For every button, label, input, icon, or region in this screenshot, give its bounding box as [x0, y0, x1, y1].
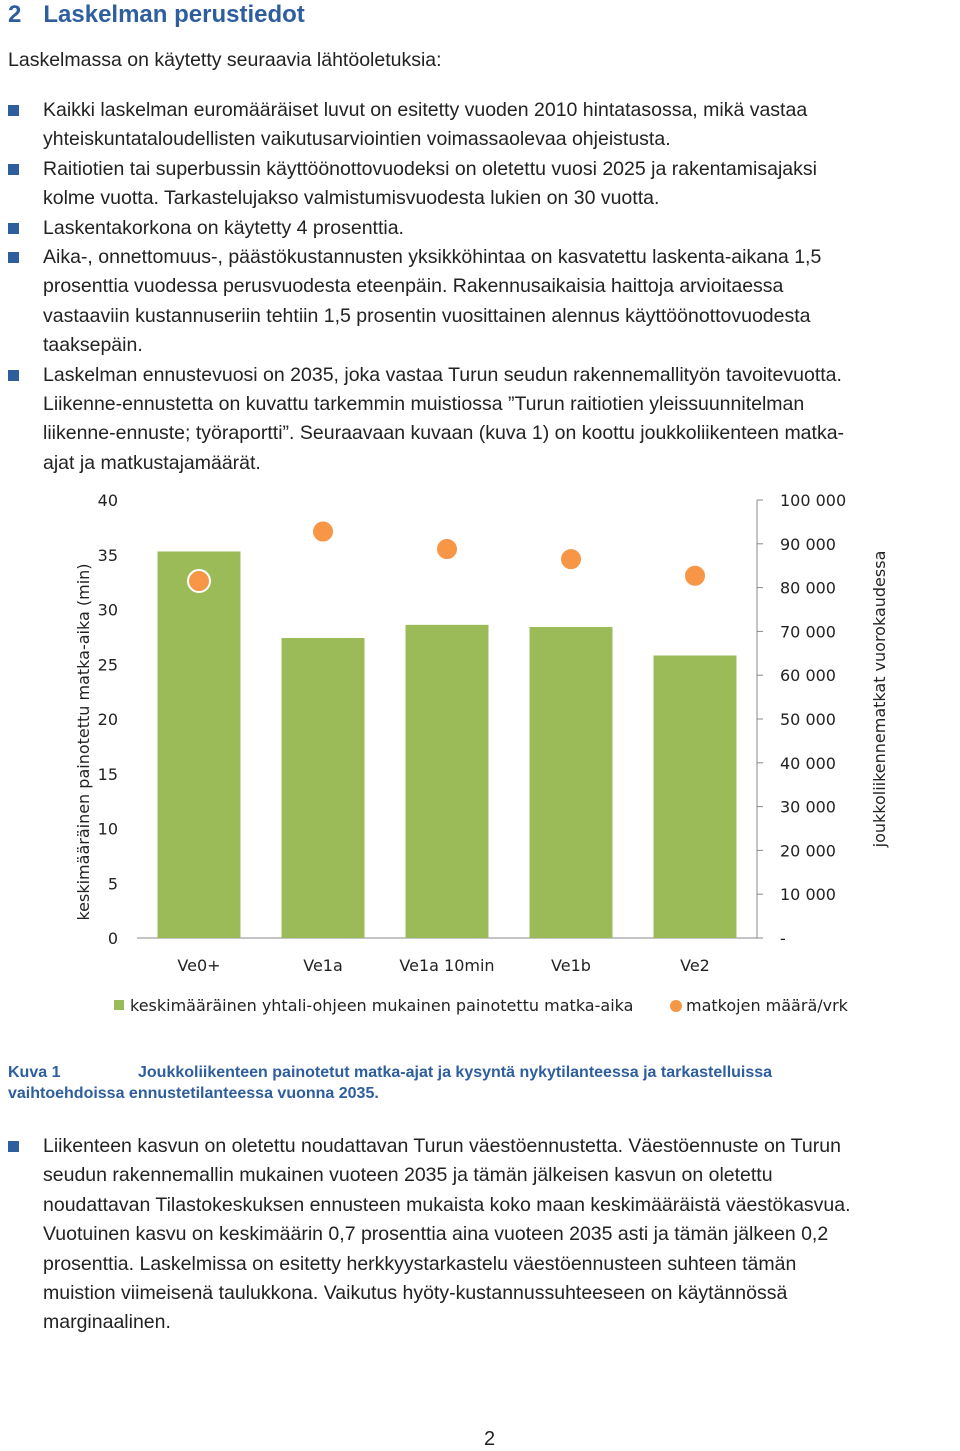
bar: [158, 551, 241, 938]
y-right-tick-label: 80 000: [780, 578, 836, 598]
bullet-item: [0, 214, 960, 243]
bullet-line: Liikenne-ennustetta on kuvattu tarkemmin muistiossa ”Turun raitiotien yleissuunnitelman: [43, 393, 805, 416]
y-right-tick-label: 20 000: [780, 841, 836, 861]
y-right-tick-label: 40 000: [780, 753, 836, 773]
y-left-tick-label: 25: [97, 655, 118, 675]
chart-figure: [0, 480, 960, 1040]
bullet-line: vastaaviin kustannuseriin tehtiin 1,5 prosentin vuosittainen alennus käyttöönottovuodesta: [43, 304, 811, 327]
bullet-line: prosenttia. Laskelmissa on esitetty herkkyystarkastelu väestöennusteen suhteen tämän: [43, 1252, 797, 1275]
y-right-tick-label: 30 000: [780, 797, 836, 817]
y-left-tick-label: 30: [97, 600, 118, 620]
square-bullet-icon: [8, 252, 19, 263]
bullet-item: [0, 361, 960, 479]
bullet-line: marginaalinen.: [43, 1311, 171, 1334]
y-left-tick-label: 0: [107, 929, 118, 948]
figure-caption: [8, 1062, 908, 1104]
square-bullet-icon: [8, 223, 19, 234]
bullet-line: seudun rakennemallin mukainen vuoteen 2035 ja tämän jälkeisen kasvun on oletettu: [43, 1164, 773, 1187]
data-point: [188, 570, 210, 592]
bullet-line: Aika-, onnettomuus-, päästökustannusten yksikköhintaa on kasvatettu laskenta-aikana 1,5: [43, 246, 822, 269]
data-point: [684, 565, 706, 587]
square-bullet-icon: [8, 1141, 19, 1152]
y-left-tick-label: 15: [97, 764, 118, 784]
page-number: 2: [484, 1428, 496, 1450]
bullet-line: yhteiskuntataloudellisten vaikutusarviointien voimassaolevaa ohjeistusta.: [43, 128, 671, 151]
bullet-line: ajat ja matkustajamäärät.: [43, 451, 261, 474]
y-right-tick-label: 50 000: [780, 710, 836, 729]
bullet-line: Laskelman ennustevuosi on 2035, joka vastaa Turun seudun rakennemallityön tavoitevuotta.: [43, 363, 842, 386]
y-left-tick-label: 5: [107, 874, 118, 894]
bullet-line: taaksepäin.: [43, 334, 143, 357]
bullet-item: [0, 1132, 960, 1338]
bullet-item: [0, 155, 960, 214]
x-tick-label: Ve1b: [551, 956, 591, 975]
y-right-tick-label: 60 000: [780, 666, 836, 686]
bar: [654, 655, 737, 938]
y-right-tick-label: 90 000: [780, 534, 836, 554]
bullet-line: Laskentakorkona on käytetty 4 prosenttia.: [43, 216, 404, 239]
section-number: 2: [8, 1, 22, 28]
y-left-tick-label: 20: [97, 710, 118, 729]
y-right-tick-label: -: [780, 929, 786, 948]
bullet-line: noudattavan Tilastokeskuksen ennusteen mukaista koko maan keskimääräistä väestökasvua.: [43, 1193, 851, 1216]
x-tick-label: Ve0+: [177, 956, 221, 975]
bullet-line: Vuotuinen kasvu on keskimäärin 0,7 prosenttia aina vuoteen 2035 asti ja tämän jälkeen 0,2: [43, 1223, 829, 1246]
bullet-line: kolme vuotta. Tarkastelujakso valmistumisvuodesta lukien on 30 vuotta.: [43, 187, 660, 210]
bullet-item: [0, 96, 960, 155]
bar: [282, 638, 365, 938]
square-bullet-icon: [8, 370, 19, 381]
combo-chart: [0, 480, 960, 1040]
x-tick-label: Ve2: [680, 956, 710, 975]
x-tick-label: Ve1a 10min: [399, 956, 495, 975]
bullet-list-top: [0, 96, 960, 478]
bullet-line: Kaikki laskelman euromääräiset luvut on esitetty vuoden 2010 hintatasossa, mikä vastaa: [43, 99, 808, 121]
x-tick-label: Ve1a: [303, 956, 343, 975]
data-point: [436, 538, 458, 560]
bullet-line: Liikenteen kasvun on oletettu noudattavan Turun väestöennustetta. Väestöennuste on Turun: [43, 1135, 841, 1157]
legend-label-bars: keskimääräinen yhtali-ohjeen mukainen painotettu matka-aika: [130, 996, 634, 1015]
bar: [406, 625, 489, 938]
bullet-line: muistion viimeisenä taulukkona. Vaikutus hyöty-kustannussuhteeseen on käytännössä: [43, 1282, 788, 1305]
legend-label-points: matkojen määrä/vrk: [686, 996, 848, 1015]
bullet-line: liikenne-ennuste; työraportti”. Seuraavaan kuvaan (kuva 1) on koottu joukkoliikenteen matka-: [43, 422, 845, 445]
data-point: [312, 521, 334, 543]
square-bullet-icon: [8, 105, 19, 116]
bullet-item: [0, 243, 960, 361]
y-right-axis-title: joukkoliikennematkat vuorokaudessa: [870, 550, 889, 848]
legend-swatch-points: [670, 1000, 682, 1012]
section-heading: [8, 0, 305, 30]
caption-text-2: vaihtoehdoissa ennustetilanteessa vuonna 2035.: [8, 1085, 379, 1102]
y-left-tick-label: 40: [97, 491, 118, 510]
y-left-tick-label: 35: [97, 545, 118, 565]
bullet-line: Raitiotien tai superbussin käyttöönottovuodeksi on oletettu vuosi 2025 ja rakentamisajaksi: [43, 157, 817, 180]
caption-text: Joukkoliikenteen painotetut matka-ajat ja kysyntä nykytilanteessa ja tarkastelluissa: [138, 1064, 773, 1081]
square-bullet-icon: [8, 164, 19, 175]
bullet-line: prosenttia vuodessa perusvuodesta eteenpäin. Rakennusaikaisia haittoja arvioitaessa: [43, 275, 784, 298]
y-right-tick-label: 100 000: [780, 491, 847, 510]
y-right-tick-label: 70 000: [780, 622, 836, 642]
section-title: Laskelman perustiedot: [43, 1, 305, 28]
data-point: [560, 548, 582, 570]
bar: [530, 627, 613, 938]
bullet-list-bottom: [0, 1132, 960, 1338]
y-left-tick-label: 10: [97, 819, 118, 839]
caption-label: Kuva 1: [8, 1064, 61, 1081]
intro-text: Laskelmassa on käytetty seuraavia lähtöoletuksia:: [8, 49, 442, 71]
legend-swatch-bars: [114, 1000, 124, 1010]
y-right-tick-label: 10 000: [780, 885, 836, 905]
y-left-axis-title: keskimääräinen painotettu matka-aika (min): [74, 563, 93, 921]
